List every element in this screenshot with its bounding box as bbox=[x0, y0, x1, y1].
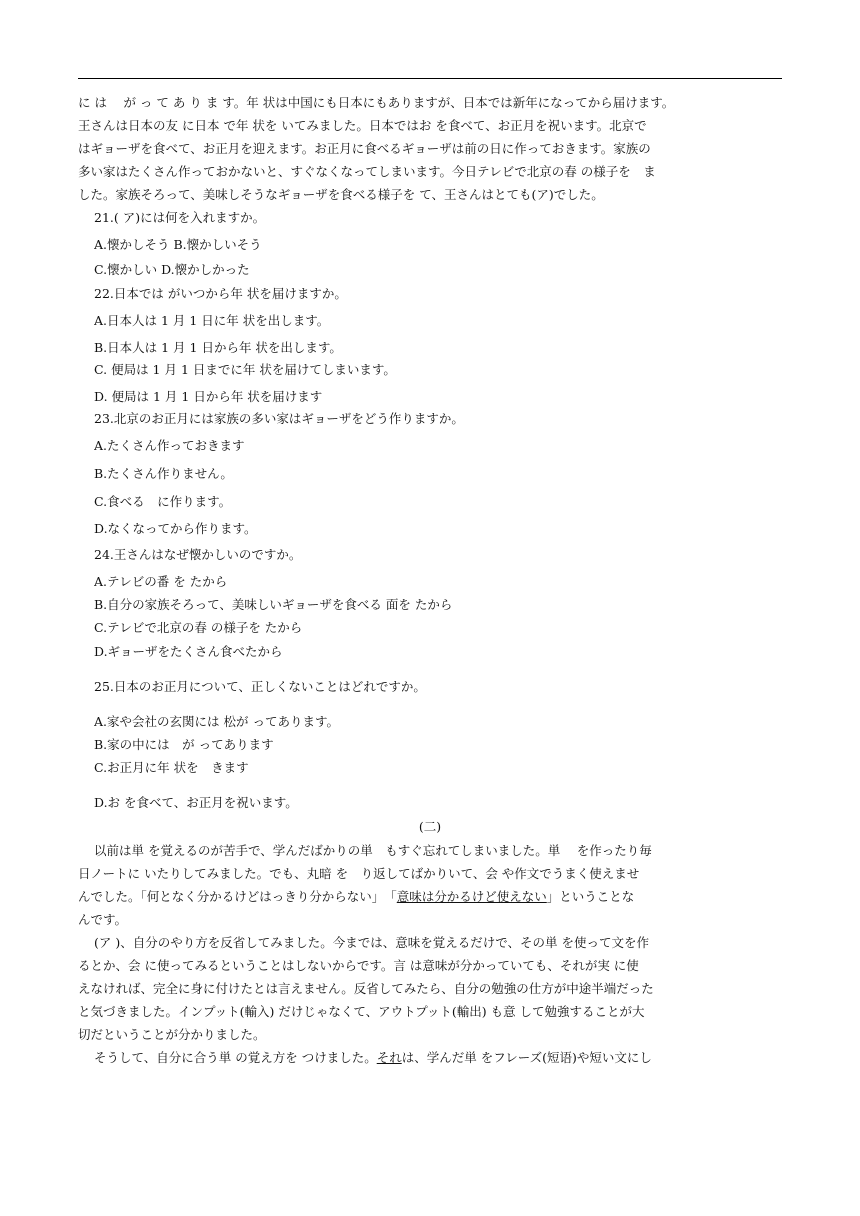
option: A.懐かしそう B.懐かしいそう bbox=[94, 237, 262, 252]
passage-line: はギョーザを食べて、お正月を迎えます。お正月に食べるギョーザは前の日に作っておきます。家族の bbox=[78, 141, 651, 156]
passage-line: 王さんは日本の友 に日本 で年 状を いてみました。日本ではお を食べて、お正月を祝います。北京で bbox=[78, 118, 647, 133]
underlined-word: それ bbox=[376, 1050, 402, 1065]
passage-line bbox=[94, 1050, 782, 1066]
option: A.テレビの番 を たから bbox=[94, 574, 228, 589]
header-rule bbox=[78, 78, 782, 79]
option: D.お を食べて、お正月を祝います。 bbox=[94, 795, 298, 810]
section-heading: (二) bbox=[418, 819, 442, 834]
passage-line: 多い家はたくさん作っておかないと、すぐなくなってしまいます。今日テレビで北京の春 の様子を ま bbox=[78, 164, 656, 179]
passage-line: (ア )、自分のやり方を反省してみました。今までは、意味を覚えるだけで、その単 を使って文を作 bbox=[94, 935, 649, 950]
passage-line: えなければ、完全に身に付けたとは言えません。反省してみたら、自分の勉強の仕方が中途半端だった bbox=[78, 981, 654, 996]
text-run: は、学んだ単 をフレーズ(短语)や短い文にし bbox=[401, 1050, 652, 1065]
option: C.懐かしい D.懐かしかった bbox=[94, 262, 250, 277]
passage-line: と気づきました。インプット(輸入) だけじゃなくて、アウトプット(輸出) も意 して勉強することが大 bbox=[78, 1004, 645, 1019]
passage-line bbox=[78, 889, 782, 905]
option: C.食べる に作ります。 bbox=[94, 494, 232, 509]
option: A.家や会社の玄関には 松が ってあります。 bbox=[94, 714, 339, 729]
passage-line: に は が っ て あ り ま す。年 状は中国にも日本にもありますが、日本では新年になってから届けます。 bbox=[78, 95, 675, 110]
passage-line: 日ノートに いたりしてみました。でも、丸暗 を り返してばかりいて、会 や作文でうまく使えませ bbox=[78, 866, 640, 881]
option: B.日本人は 1 月 1 日から年 状を出します。 bbox=[94, 340, 342, 355]
question-text: 25.日本のお正月について、正しくないことはどれですか。 bbox=[94, 679, 426, 694]
text-run: そうして、自分に合う単 の覚え方を つけました。 bbox=[94, 1050, 377, 1065]
passage-line: した。家族そろって、美味しそうなギョーザを食べる様子を て、王さんはとても(ア)でした。 bbox=[78, 187, 604, 202]
text-run: 」ということな bbox=[546, 889, 635, 904]
option: C. 便局は 1 月 1 日までに年 状を届けてしまいます。 bbox=[94, 362, 396, 377]
question-text: 21.( ア)には何を入れますか。 bbox=[94, 210, 266, 225]
text-run: んでした。「何となく分かるけどはっきり分からない」 「 bbox=[78, 889, 397, 904]
question-text: 23.北京のお正月には家族の多い家はギョーザをどう作りますか。 bbox=[94, 411, 464, 426]
option: B.家の中には が ってあります bbox=[94, 737, 274, 752]
option: D.なくなってから作ります。 bbox=[94, 521, 257, 536]
option: C.お正月に年 状を きます bbox=[94, 760, 249, 775]
option: D. 便局は 1 月 1 日から年 状を届けます bbox=[94, 389, 323, 404]
passage-line: 切だということが分かりました。 bbox=[78, 1027, 266, 1042]
option: A.日本人は 1 月 1 日に年 状を出します。 bbox=[94, 313, 330, 328]
option: B.たくさん作りません。 bbox=[94, 466, 233, 481]
option: D.ギョーザをたくさん食べたから bbox=[94, 644, 283, 659]
passage-line: 以前は単 を覚えるのが苦手で、学んだばかりの単 もすぐ忘れてしまいました。単 を作ったり毎 bbox=[94, 843, 652, 858]
option: A.たくさん作っておきます bbox=[94, 438, 245, 453]
question-text: 24.王さんはなぜ懐かしいのですか。 bbox=[94, 547, 302, 562]
underlined-phrase: 意味は分かるけど使えない bbox=[396, 889, 547, 904]
option: C.テレビで北京の春 の様子を たから bbox=[94, 620, 303, 635]
passage-line: んです。 bbox=[78, 912, 128, 927]
passage-line: るとか、会 に使ってみるということはしないからです。言 は意味が分かっていても、それが実 に使 bbox=[78, 958, 639, 973]
question-text: 22.日本では がいつから年 状を届けますか。 bbox=[94, 286, 347, 301]
option: B.自分の家族そろって、美味しいギョーザを食べる 面を たから bbox=[94, 597, 453, 612]
